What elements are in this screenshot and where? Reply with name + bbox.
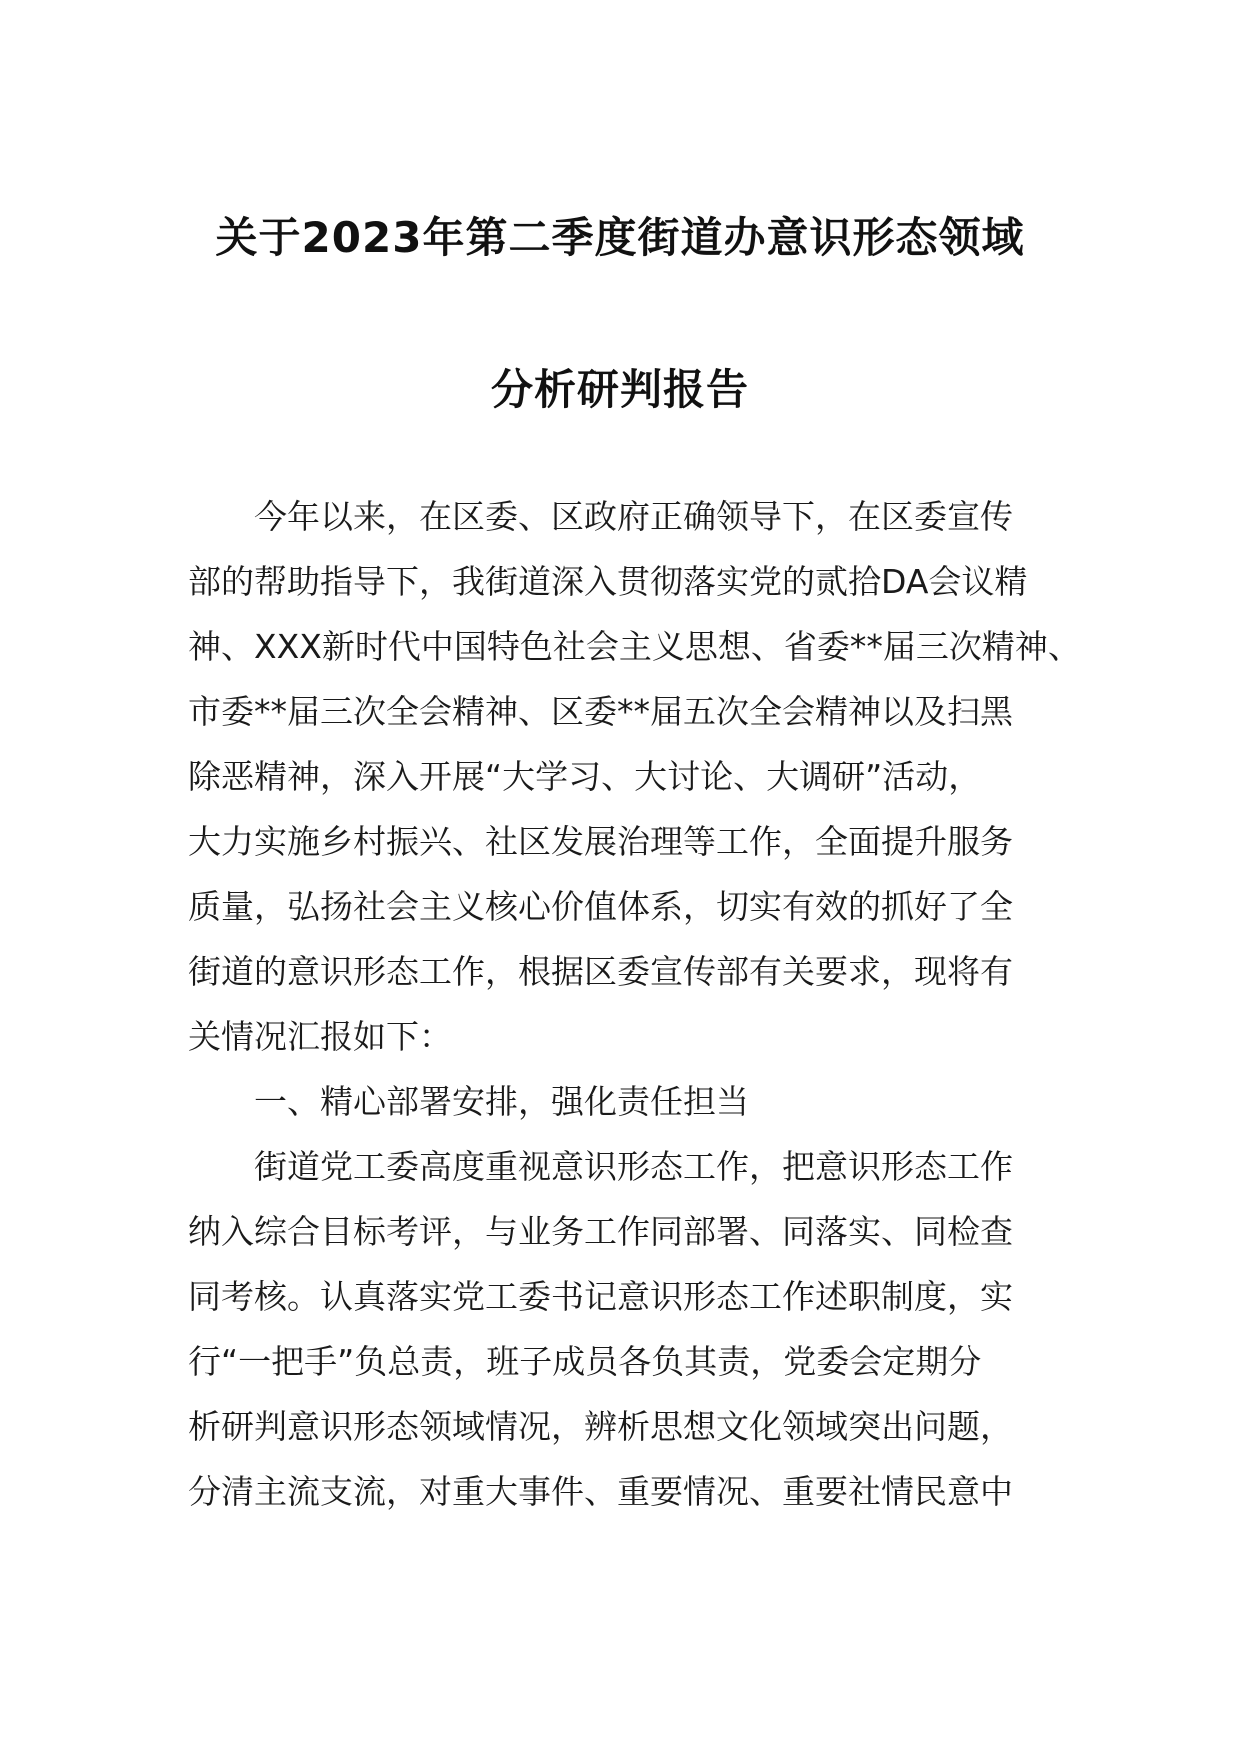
paragraph-line: 除恶精神，深入开展“大学习、大讨论、大调研”活动， — [188, 757, 982, 796]
paragraph-line: 分清主流支流，对重大事件、重要情况、重要社情民意中 — [188, 1472, 1013, 1511]
paragraph-line: 行“一把手”负总责，班子成员各负其责，党委会定期分 — [188, 1342, 982, 1381]
paragraph-line: 街道党工委高度重视意识形态工作，把意识形态工作 — [254, 1147, 1013, 1186]
paragraph-line: 市委**届三次全会精神、区委**届五次全会精神以及扫黑 — [188, 692, 1013, 731]
paragraph-line: 纳入综合目标考评，与业务工作同部署、同落实、同检查 — [188, 1212, 1013, 1251]
paragraph-line: 神、XXX新时代中国特色社会主义思想、省委**届三次精神、 — [188, 627, 1081, 666]
paragraph-line: 质量，弘扬社会主义核心价值体系，切实有效的抓好了全 — [188, 887, 1013, 926]
paragraph-line: 大力实施乡村振兴、社区发展治理等工作，全面提升服务 — [188, 822, 1013, 861]
section-heading: 一、精心部署安排，强化责任担当 — [254, 1082, 749, 1121]
paragraph-line: 街道的意识形态工作，根据区委宣传部有关要求，现将有 — [188, 952, 1013, 991]
paragraph-line: 部的帮助指导下，我街道深入贯彻落实党的贰拾DA会议精 — [188, 562, 1028, 601]
document-body — [188, 484, 1081, 1524]
paragraph-line: 同考核。认真落实党工委书记意识形态工作述职制度，实 — [188, 1277, 1013, 1316]
paragraph-line: 关情况汇报如下： — [188, 1017, 452, 1056]
paragraph-line: 析研判意识形态领域情况，辨析思想文化领域突出问题， — [188, 1407, 1013, 1446]
document-title-line-2: 分析研判报告 — [490, 365, 749, 414]
document-title-line-1: 关于2023年第二季度街道办意识形态领域 — [215, 213, 1025, 262]
paragraph-line: 今年以来，在区委、区政府正确领导下，在区委宣传 — [254, 497, 1013, 536]
